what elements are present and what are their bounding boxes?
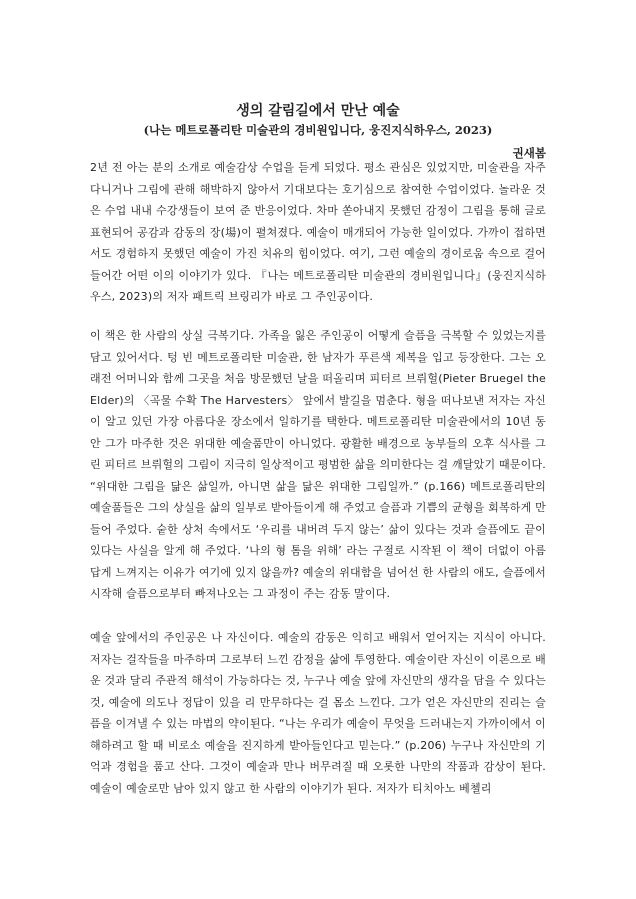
paragraph-3: 예술 앞에서의 주인공은 나 자신이다. 예술의 감동은 익히고 배워서 얻어지는 지식이 아니다. 저자는 걸작들을 마주하며 그로부터 느낀 감정을 삶에 투영한다. 예술이란 자신이 이론으로 배운 것과 달리 주관적 해석이 가능하다는 것, 누구나 예술 앞에 자신만의 생각을 담을 수 있다는 것, 예술에 의도나 정답이 있을 리 만무하다는 걸 몸소 느낀다. 그가 얻은 자신만의 진리는 슬픔을 이겨낼 수 있는 마법의 약이된다. “나는 우리가 예술이 무엇을 드러내는지 가까이에서 이해하려고 할 때 비로소 예술을 진지하게 받아들인다고 믿는다.” (p.206) 누구나 자신만의 기억과 경험을 품고 산다. 그것이 예술과 만나 버무려질 때 오롯한 나만의 작품과 감상이 된다. 예술이 예술로만 남아 있지 않고 한 사람의 이야기가 된다. 저자가 티치아노 베첼리 [90,631,547,795]
paragraph-2: 이 책은 한 사람의 상실 극복기다. 가족을 잃은 주인공이 어떻게 슬픔을 극복할 수 있었는지를 담고 있어서다. 텅 빈 메트로폴리탄 미술관, 한 남자가 푸른색 제복을 입고 등장한다. 그는 오래전 어머니와 함께 그곳을 처음 방문했던 날을 떠올리며 피터르 브뤼헐(Pieter Bruegel the Elder)의 〈곡물 수확 The Harvesters〉 앞에서 발길을 멈춘다. 형을 떠나보낸 저자는 자신이 알고 있던 가장 아름다운 장소에서 일하기를 택한다. 메트로폴리탄 미술관에서의 10년 동안 그가 마주한 것은 위대한 예술품만이 아니었다. 광활한 배경으로 농부들의 오후 식사를 그린 피터르 브뤼헐의 그림이 지극히 일상적이고 평범한 삶을 의미한다는 걸 깨달았기 때문이다. “위대한 그림을 닮은 삶일까, 아니면 삶을 닮은 위대한 그림일까.” (p.166) 메트로폴리탄의 예술품들은 그의 상실을 삶의 일부로 받아들이게 해 주었고 슬픔과 기쁨의 균형을 회복하게 만들어 주었다. 숱한 상처 속에서도 ‘우리를 내버려 두지 않는’ 삶이 있다는 것과 슬픔에도 끝이 있다는 사실을 알게 해 주었다. ‘나의 형 톰을 위해’ 라는 구절로 시작된 이 책이 더없이 아름답게 느껴지는 이유가 여기에 있지 않을까? 예술의 위대함을 넘어선 한 사람의 애도, 슬픔에서 시작해 슬픔으로부터 빠져나오는 그 과정이 주는 감동 말이다. [90,329,546,600]
author-name: 권새봄 [512,146,546,160]
document-subtitle: (나는 메트로폴리탄 미술관의 경비원입니다, 웅진지식하우스, 2023) [143,123,493,137]
paragraph-1: 2년 전 아는 분의 소개로 예술감상 수업을 듣게 되었다. 평소 관심은 있었지만, 미술관을 자주 다니거나 그림에 관해 해박하지 않아서 기대보다는 호기심으로 참여한 수업이었다. 놀라운 것은 수업 내내 수강생들이 보여 준 반응이었다. 차마 쏟아내지 못했던 감정이 그림을 통해 글로 표현되어 공감과 감동의 장(場)이 펼쳐졌다. 예술이 매개되어 가능한 일이었다. 가까이 접하면서도 경험하지 못했던 예술이 가진 치유의 힘이었다. 여기, 그런 예술의 경이로움 속으로 걸어 들어간 어떤 이의 이야기가 있다. 『나는 메트로폴리탄 미술관의 경비원입니다』(웅진지식하우스, 2023)의 저자 패트릭 브링리가 바로 그 주인공이다. [90,161,546,303]
document-title: 생의 갈림길에서 만난 예술 [236,103,400,119]
